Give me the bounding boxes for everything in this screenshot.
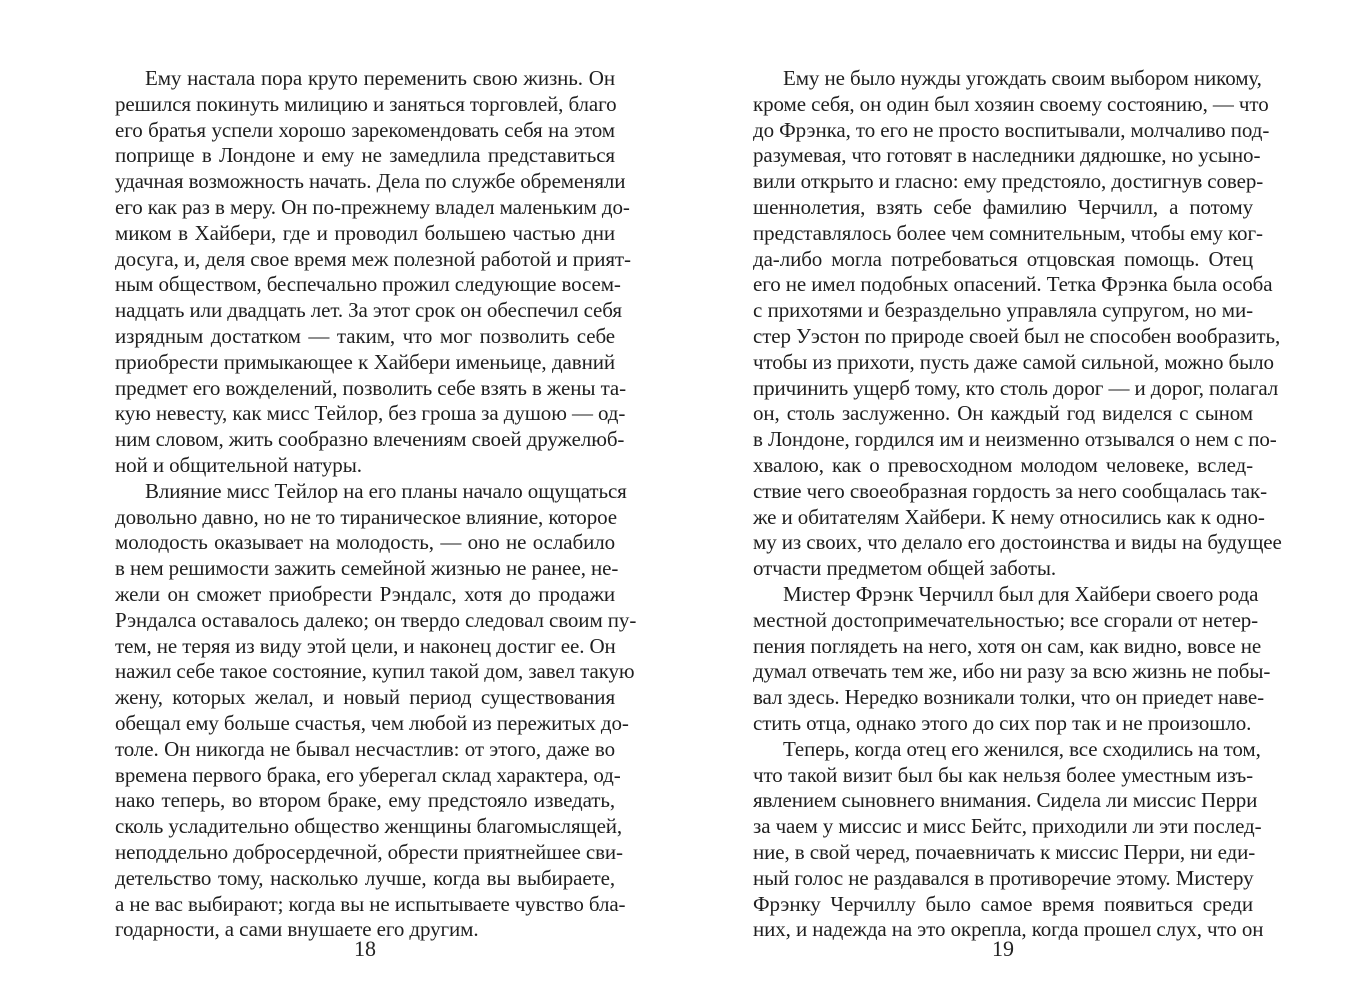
text-line: молодость оказывает на молодость, — оно не ослабило	[115, 530, 615, 555]
page-number: 19	[992, 936, 1014, 961]
text-line: детельство тому, насколько лучше, когда вы выбираете,	[115, 865, 615, 890]
text-line: за чаем у миссис и мисс Бейтс, приходили ли эти послед-	[753, 814, 1262, 839]
text-line: сколь усладительно общество женщины благомыслящей,	[115, 814, 623, 839]
text-line: думал отвечать тем же, ибо ни разу за всю жизнь не побы-	[753, 659, 1271, 684]
text-line: нажил себе такое состояние, купил такой дом, завел такую	[115, 659, 635, 684]
text-line: миком в Хайбери, где и проводил большею частью дни	[115, 220, 615, 245]
text-line: представлялось более чем сомнительным, чтобы ему ког-	[753, 220, 1263, 245]
text-line: изрядным достатком — таким, что мог позволить себе	[115, 323, 615, 348]
text-line: а не вас выбирают; когда вы не испытываете чувство бла-	[115, 891, 626, 916]
text-line: ной и общительной натуры.	[115, 452, 362, 477]
text-line: в Лондоне, гордился им и неизменно отзывался о нем с по-	[753, 427, 1277, 452]
text-line: до Фрэнка, то его не просто воспитывали, молчаливо под-	[753, 117, 1270, 142]
text-line: ние, в свой черед, почаевничать к миссис Перри, ни еди-	[753, 839, 1256, 864]
text-line: удачная возможность начать. Дела по службе обременяли	[115, 169, 626, 194]
text-line: Ему не было нужды угождать своим выбором никому,	[783, 66, 1262, 90]
text-line: хвалою, как о превосходном молодом человеке, вслед-	[753, 452, 1253, 477]
text-line: пения поглядеть на него, хотя он сам, как видно, вовсе не	[753, 633, 1262, 658]
text-line: ный голос не раздавался в противоречие этому. Мистеру	[753, 865, 1254, 890]
text-line: приобрести примыкающее к Хайбери именьице, давний	[115, 349, 615, 374]
text-line: вили открыто и гласно: ему предстояло, достигнув совер-	[753, 169, 1264, 194]
text-line: досуга, и, деля свое время меж полезной работой и прият-	[115, 246, 631, 271]
text-line: них, и надежда на это окрепла, когда прошел слух, что он	[753, 917, 1264, 942]
text-line: жели он сможет приобрести Рэндалс, хотя до продажи	[115, 581, 615, 606]
text-line: Теперь, когда отец его женился, все сходились на том,	[783, 736, 1261, 761]
text-line: с прихотями и безраздельно управляла супругом, но ми-	[753, 298, 1253, 323]
text-line: же и обитателям Хайбери. К нему относились как к одно-	[753, 504, 1265, 529]
text-line: ным обществом, беспечально прожил следующие восем-	[115, 272, 621, 297]
text-line: явлением сыновнего внимания. Сидела ли миссис Перри	[753, 788, 1258, 813]
text-line: нако теперь, во втором браке, ему предстояло изведать,	[115, 788, 615, 813]
text-line: му из своих, что делало его достоинства и виды на будущее	[753, 530, 1282, 555]
text-line: что такой визит был бы как нельзя более уместным изъ-	[753, 762, 1253, 787]
text-line: разумевая, что готовят в наследники дядюшке, но усыно-	[753, 143, 1261, 168]
text-line: ствие чего своеобразная гордость за него сообщалась так-	[753, 478, 1267, 503]
text-line: стить отца, однако этого до сих пор так и не произошло.	[753, 710, 1252, 735]
text-line: Ему настала пора круто переменить свою жизнь. Он	[145, 66, 615, 90]
left-page	[115, 66, 637, 943]
text-line: обещал ему больше счастья, чем любой из пережитых до-	[115, 710, 629, 735]
text-line: в нем решимости зажить семейной жизнью не ранее, не-	[115, 556, 619, 581]
text-line: неподдельно добросердечной, обрести приятнейшее сви-	[115, 839, 623, 864]
text-line: Рэндалса оставалось далеко; он твердо следовал своим пу-	[115, 607, 637, 632]
text-line: поприще в Лондоне и ему не замедлила представиться	[115, 143, 615, 168]
text-line: кроме себя, он один был хозяин своему состоянию, — что	[753, 91, 1269, 116]
text-line: предмет его вожделений, позволить себе взять в жены та-	[115, 375, 627, 400]
right-page	[753, 66, 1282, 943]
text-line: стер Уэстон по природе своей был не способен вообразить,	[753, 323, 1281, 348]
text-line: его не имел подобных опасений. Тетка Фрэнка была особа	[753, 272, 1273, 297]
text-line: надцать или двадцать лет. За этот срок он обеспечил себя	[115, 298, 622, 323]
text-line: причинить ущерб тому, кто столь дорог — и дорог, полагал	[753, 375, 1279, 400]
text-line: он, столь заслуженно. Он каждый год виделся с сыном	[753, 401, 1253, 426]
text-line: вал здесь. Нередко возникали толки, что он приедет наве-	[753, 685, 1264, 710]
text-line: местной достопримечательностью; все сгорали от нетер-	[753, 607, 1259, 632]
text-line: шеннолетия, взять себе фамилию Черчилл, а потому	[753, 194, 1253, 219]
text-line: довольно давно, но не то тираническое влияние, которое	[115, 504, 617, 529]
text-line: годарности, а сами внушаете его другим.	[115, 917, 479, 942]
text-line: отчасти предметом общей заботы.	[753, 556, 1057, 581]
text-line: времена первого брака, его уберегал склад характера, од-	[115, 762, 621, 787]
text-line: толе. Он никогда не бывал несчастлив: от этого, даже во	[115, 736, 615, 761]
text-line: тем, не теряя из виду этой цели, и наконец достиг ее. Он	[115, 633, 616, 658]
text-line: его братья успели хорошо зарекомендовать себя на этом	[115, 117, 615, 142]
page-number: 18	[354, 936, 376, 961]
text-line: его как раз в меру. Он по-прежнему владел маленьким до-	[115, 194, 630, 219]
text-line: да-либо могла потребоваться отцовская помощь. Отец	[753, 246, 1253, 271]
text-line: Влияние мисс Тейлор на его планы начало ощущаться	[145, 478, 627, 503]
text-line: кую невесту, как мисс Тейлор, без гроша за душою — од-	[115, 401, 626, 426]
text-line: жену, которых желал, и новый период существования	[115, 685, 615, 710]
text-line: чтобы из прихоти, пусть даже самой сильной, можно было	[753, 349, 1274, 374]
text-line: Мистер Фрэнк Черчилл был для Хайбери своего рода	[783, 581, 1259, 606]
text-line: решился покинуть милицию и заняться торговлей, благо	[115, 91, 617, 116]
text-line: ним словом, жить сообразно влечениям своей дружелюб-	[115, 427, 625, 452]
text-line: Фрэнку Черчиллу было самое время появиться среди	[753, 891, 1253, 916]
